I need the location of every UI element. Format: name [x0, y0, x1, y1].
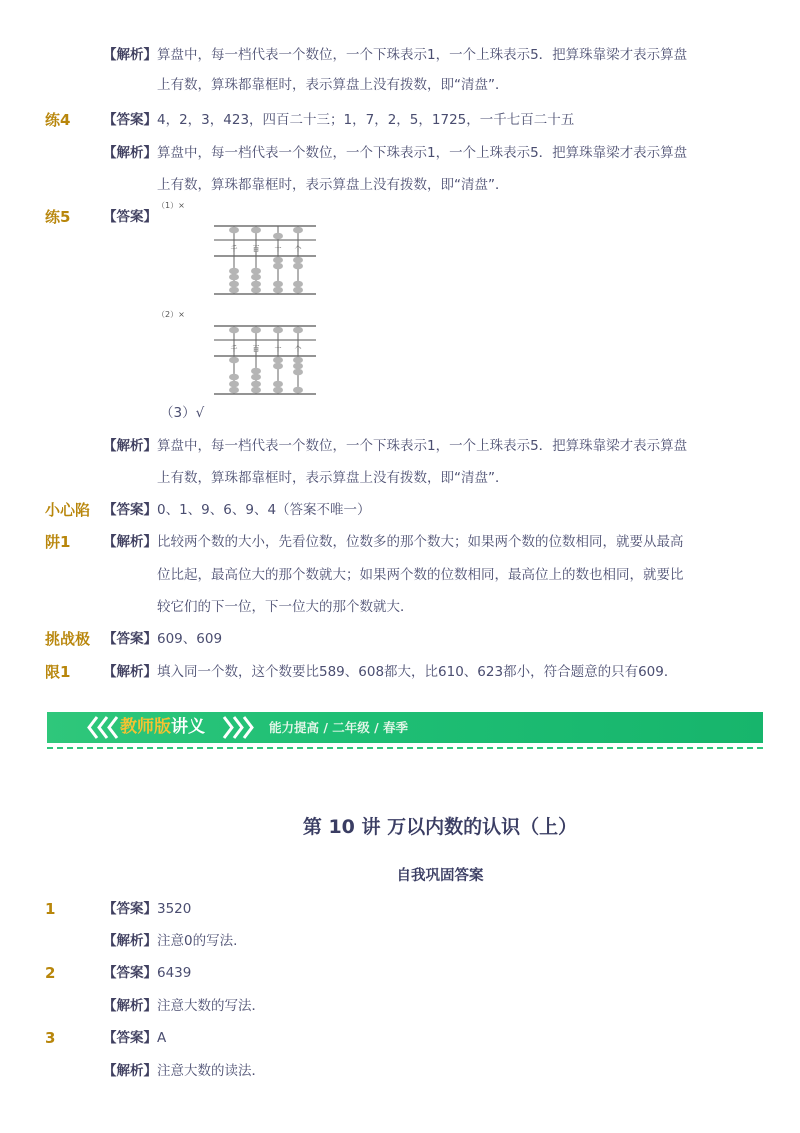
part-label: （1）× — [157, 201, 185, 210]
analysis-tag: 【解析】 — [103, 145, 157, 161]
answer-text: 6439 — [157, 965, 192, 981]
answer-tag: 【答案】 — [103, 1030, 157, 1046]
challenge-label-cont: 限1 — [45, 663, 71, 681]
part-label: （3）√ — [160, 405, 205, 421]
analysis-tag: 【解析】 — [103, 933, 157, 949]
exercise-label: 练4 — [45, 111, 71, 129]
lecture-title: 第 10 讲 万以内数的认识（上） — [302, 816, 578, 838]
answer-tag: 【答案】 — [103, 112, 157, 128]
analysis-text: 较它们的下一位，下一位大的那个数就大． — [157, 599, 414, 615]
analysis-text: 上有数，算珠都靠框时，表示算盘上没有拨数，即“清盘”． — [157, 470, 509, 486]
place-label: 千 — [230, 345, 238, 353]
challenge-label: 挑战极 — [45, 630, 91, 648]
answer-tag: 【答案】 — [103, 631, 157, 647]
analysis-tag: 【解析】 — [103, 47, 157, 63]
trap-label-cont: 阱1 — [45, 533, 71, 551]
place-label: 十 — [274, 345, 282, 353]
question-number: 2 — [45, 964, 56, 982]
place-label: 百 — [252, 245, 260, 253]
banner-divider — [47, 747, 763, 749]
trap-label: 小心陷 — [45, 501, 91, 519]
analysis-tag: 【解析】 — [103, 438, 157, 454]
place-label: 十 — [274, 245, 282, 253]
chevron-right-icon — [222, 715, 256, 740]
abacus-figure-2 — [210, 318, 320, 400]
abacus-figure-1 — [210, 218, 320, 300]
answer-tag: 【答案】 — [103, 502, 157, 518]
answer-text: A — [157, 1030, 167, 1046]
analysis-text: 比较两个数的大小，先看位数，位数多的那个数大；如果两个数的位数相同，就要从最高 — [157, 534, 684, 550]
analysis-tag: 【解析】 — [103, 534, 157, 550]
analysis-tag: 【解析】 — [103, 1063, 157, 1079]
part-label: （2）× — [157, 310, 185, 319]
analysis-text: 算盘中，每一档代表一个数位，一个下珠表示1，一个上珠表示5．把算珠靠梁才表示算盘 — [157, 438, 688, 454]
chevron-left-icon — [85, 715, 119, 740]
section-banner — [47, 712, 763, 743]
analysis-tag: 【解析】 — [103, 998, 157, 1014]
answer-text: 0、1、9、6、9、4（答案不唯一） — [157, 502, 371, 518]
answer-text: 4，2，3，423，四百二十三；1，7，2，5，1725，一千七百二十五 — [157, 112, 575, 128]
analysis-text: 填入同一个数，这个数要比589、608都大，比610、623都小，符合题意的只有609． — [157, 664, 678, 680]
section-subtitle: 自我巩固答案 — [396, 868, 484, 884]
analysis-text: 注意大数的写法． — [157, 998, 265, 1014]
banner-title: 教师版讲义 — [120, 717, 205, 737]
place-label: 个 — [294, 245, 302, 253]
analysis-text: 位比起，最高位大的那个数就大；如果两个数的位数相同，最高位上的数也相同，就要比 — [157, 567, 684, 583]
answer-text: 609、609 — [157, 631, 223, 647]
analysis-text: 上有数，算珠都靠框时，表示算盘上没有拨数，即“清盘”． — [157, 177, 509, 193]
analysis-tag: 【解析】 — [103, 664, 157, 680]
analysis-text: 算盘中，每一档代表一个数位，一个下珠表示1，一个上珠表示5．把算珠靠梁才表示算盘 — [157, 47, 688, 63]
answer-text: 3520 — [157, 901, 192, 917]
analysis-text: 注意0的写法. — [157, 933, 238, 949]
place-label: 千 — [230, 245, 238, 253]
banner-breadcrumb: 能力提高 / 二年级 / 春季 — [269, 720, 409, 735]
analysis-text: 上有数，算珠都靠框时，表示算盘上没有拨数，即“清盘”． — [157, 77, 509, 93]
analysis-text: 算盘中，每一档代表一个数位，一个下珠表示1，一个上珠表示5．把算珠靠梁才表示算盘 — [157, 145, 688, 161]
answer-tag: 【答案】 — [103, 901, 157, 917]
answer-tag: 【答案】 — [103, 965, 157, 981]
question-number: 1 — [45, 900, 56, 918]
analysis-text: 注意大数的读法． — [157, 1063, 265, 1079]
place-label: 个 — [294, 345, 302, 353]
answer-tag: 【答案】 — [103, 209, 157, 225]
question-number: 3 — [45, 1029, 56, 1047]
place-label: 百 — [252, 345, 260, 353]
exercise-label: 练5 — [45, 208, 71, 226]
